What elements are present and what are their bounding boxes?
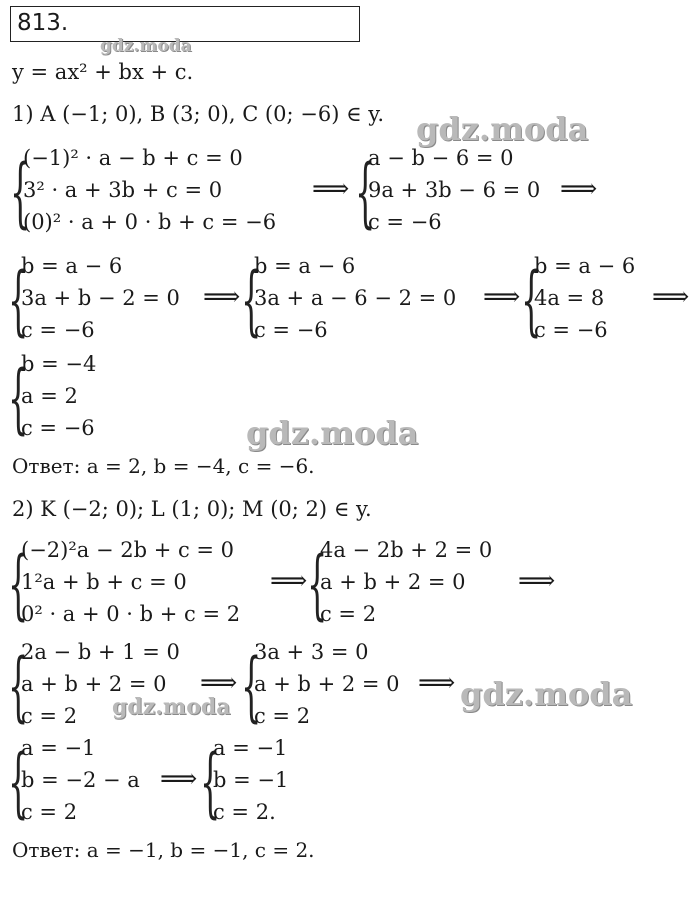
- equation-line: c = −6: [21, 318, 95, 342]
- watermark: gdz.moda: [112, 694, 231, 720]
- brace: {: [307, 539, 328, 628]
- p2-system-6: [200, 736, 310, 832]
- equation-line: c = −6: [368, 210, 442, 234]
- equation-line: c = 2.: [213, 800, 276, 824]
- p1-system-2: [355, 146, 575, 242]
- equation-line: 3a + 3 = 0: [254, 640, 369, 664]
- main-equation: y = ax² + bx + c.: [12, 60, 194, 84]
- equation-line: 3a + a − 6 − 2 = 0: [254, 286, 457, 310]
- equation-line: b = −4: [21, 352, 97, 376]
- implies-arrow: ⟹: [200, 668, 238, 698]
- equation-line: b = a − 6: [534, 254, 636, 278]
- equation-line: 4a = 8: [534, 286, 605, 310]
- equation-line: a − b − 6 = 0: [368, 146, 514, 170]
- equation-line: c = 2: [320, 602, 377, 626]
- implies-arrow: ⟹: [418, 668, 456, 698]
- equation-line: a = −1: [213, 736, 288, 760]
- equation-line: 4a − 2b + 2 = 0: [320, 538, 493, 562]
- brace: {: [8, 539, 29, 628]
- equation-line: c = 2: [21, 800, 78, 824]
- brace: {: [8, 737, 29, 826]
- equation-line: 2a − b + 1 = 0: [21, 640, 180, 664]
- brace: {: [241, 641, 262, 730]
- part2-condition: 2) K (−2; 0); L (1; 0); M (0; 2) ∈ y.: [12, 497, 372, 521]
- equation-line: 3² · a + 3b + c = 0: [23, 178, 223, 202]
- equation-line: 0² · a + 0 · b + c = 2: [21, 602, 241, 626]
- part1-condition: 1) A (−1; 0), B (3; 0), C (0; −6) ∈ y.: [12, 102, 385, 126]
- equation-line: a = 2: [21, 384, 78, 408]
- brace: {: [10, 147, 31, 236]
- equation-line: b = −1: [213, 768, 289, 792]
- equation-line: 3a + b − 2 = 0: [21, 286, 180, 310]
- equation-line: c = −6: [534, 318, 608, 342]
- implies-arrow: ⟹: [203, 282, 241, 312]
- equation-line: 1²a + b + c = 0: [21, 570, 187, 594]
- implies-arrow: ⟹: [270, 566, 308, 596]
- equation-line: (−2)²a − 2b + c = 0: [21, 538, 235, 562]
- implies-arrow: ⟹: [652, 282, 690, 312]
- equation-line: a + b + 2 = 0: [320, 570, 466, 594]
- p1-system-3: [8, 254, 208, 350]
- p2-system-4: [241, 640, 421, 736]
- p2-system-3: [8, 640, 208, 736]
- implies-arrow: ⟹: [518, 566, 556, 596]
- part2-answer: Ответ: a = −1, b = −1, c = 2.: [12, 838, 315, 862]
- equation-line: a + b + 2 = 0: [21, 672, 167, 696]
- p1-system-4: [241, 254, 481, 350]
- equation-line: c = −6: [21, 416, 95, 440]
- equation-line: c = −6: [254, 318, 328, 342]
- implies-arrow: ⟹: [160, 764, 198, 794]
- p2-system-2: [307, 538, 517, 634]
- brace: {: [521, 255, 542, 344]
- implies-arrow: ⟹: [560, 174, 598, 204]
- watermark: gdz.moda: [100, 36, 192, 56]
- equation-line: b = −2 − a: [21, 768, 140, 792]
- brace: {: [200, 737, 221, 826]
- equation-line: c = 2: [254, 704, 311, 728]
- brace: {: [355, 147, 376, 236]
- equation-line: b = a − 6: [254, 254, 356, 278]
- watermark: gdz.moda: [416, 110, 589, 148]
- implies-arrow: ⟹: [312, 174, 350, 204]
- equation-line: (−1)² · a − b + c = 0: [23, 146, 243, 170]
- part1-answer: Ответ: a = 2, b = −4, c = −6.: [12, 454, 315, 478]
- p1-system-6: [8, 352, 128, 448]
- p1-system-1: [10, 146, 340, 242]
- brace: {: [8, 255, 29, 344]
- brace: {: [8, 353, 29, 442]
- brace: {: [241, 255, 262, 344]
- p2-system-5: [8, 736, 168, 832]
- implies-arrow: ⟹: [483, 282, 521, 312]
- watermark: gdz.moda: [460, 675, 633, 713]
- watermark: gdz.moda: [246, 414, 419, 452]
- equation-line: b = a − 6: [21, 254, 123, 278]
- equation-line: c = 2: [21, 704, 78, 728]
- p1-system-5: [521, 254, 651, 350]
- equation-line: a = −1: [21, 736, 96, 760]
- brace: {: [8, 641, 29, 730]
- equation-line: (0)² · a + 0 · b + c = −6: [23, 210, 277, 234]
- problem-number: 813.: [17, 10, 69, 36]
- p2-system-1: [8, 538, 278, 634]
- equation-line: a + b + 2 = 0: [254, 672, 400, 696]
- equation-line: 9a + 3b − 6 = 0: [368, 178, 541, 202]
